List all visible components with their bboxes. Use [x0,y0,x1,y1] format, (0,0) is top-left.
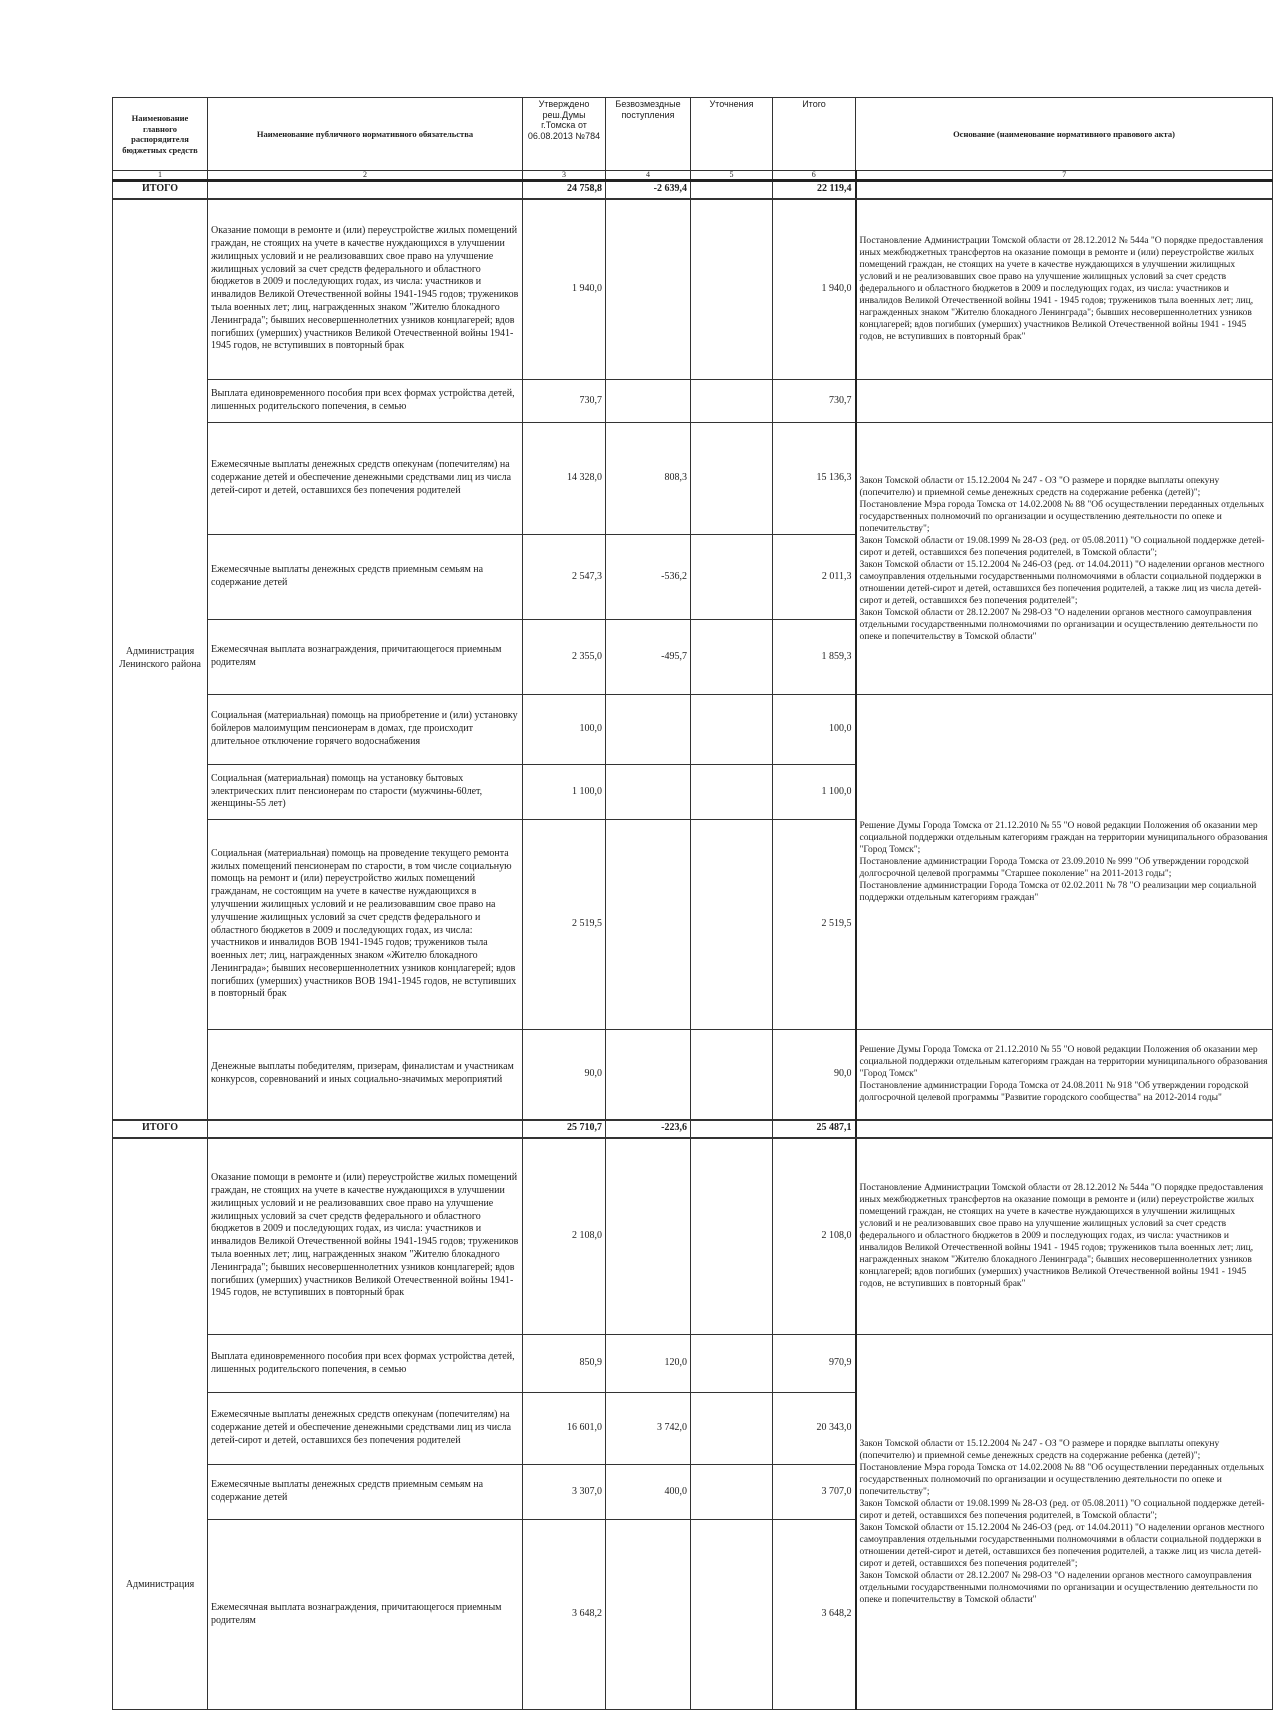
approved-amount: 730,7 [523,380,606,423]
table-row [113,380,1273,423]
total-approved: 24 758,8 [523,181,606,199]
gratuitous-amount: 808,3 [606,423,691,535]
obligation-name: Социальная (материальная) помощь на проведение текущего ремонта жилых помещений пенсионерам по старости, в том числе социальную помощь на ремонт и (или) переустройство жилых помещений гражданам, не состоящим на учете в качестве нуждающихся в улучшении жилищных условий и не реализовавшим свое право на улучшение жилищных условий за счет средств федерального и областного бюджетов в 2009 и последующих годах, из числа: участников и инвалидов ВОВ 1941-1945 годов; тружеников тыла военных лет; лиц, награжденных знаком «Жителю блокадного Ленинграда»; бывших несовершеннолетних узников концлагерей; вдов погибших (умерших) участников ВОВ 1941-1945 годов, не вступивших в повторный брак [208,820,523,1030]
approved-amount: 1 940,0 [523,199,606,380]
approved-amount: 2 108,0 [523,1138,606,1335]
total-gratuitous: -2 639,4 [606,181,691,199]
table-row [113,1335,1273,1393]
gratuitous-amount: 120,0 [606,1335,691,1393]
total-approved: 25 710,7 [523,1120,606,1138]
budget-obligations-table [112,97,1273,1710]
administrator-cell: Администрация [113,1138,208,1710]
gratuitous-amount [606,1520,691,1710]
total-amount: 2 108,0 [773,1138,856,1335]
gratuitous-amount [606,380,691,423]
total-sum: 22 119,4 [773,181,856,199]
approved-amount: 2 519,5 [523,820,606,1030]
approved-amount: 1 100,0 [523,765,606,820]
approved-amount: 2 355,0 [523,620,606,695]
gratuitous-amount [606,765,691,820]
header-basis: Основание (наименование нормативного правового акта) [856,98,1273,171]
table-row [113,1138,1273,1335]
total-amount: 15 136,3 [773,423,856,535]
legal-basis [856,380,1273,423]
refinement-amount [691,1335,773,1393]
total-sum: 25 487,1 [773,1120,856,1138]
total-refinement [691,1120,773,1138]
obligation-name: Ежемесячные выплаты денежных средств опекунам (попечителям) на содержание детей и обеспечение денежными средствами лиц из числа детей-сирот и детей, оставшихся без попечения родителей [208,1393,523,1465]
legal-basis: Решение Думы Города Томска от 21.12.2010 № 55 "О новой редакции Положения об оказании мер социальной поддержки отдельным категориям граждан на территории муниципального образования "Город Томск" Постановление администрации Города Томска от 24.08.2011 № 918 "Об утверждении городской долгосрочной целевой программы "Развитие городского сообщества" на 2012-2014 годы" [856,1030,1273,1120]
refinement-amount [691,1138,773,1335]
gratuitous-amount [606,1138,691,1335]
total-basis-empty [856,181,1273,199]
refinement-amount [691,1030,773,1120]
total-amount: 90,0 [773,1030,856,1120]
total-spacer [208,1120,523,1138]
approved-amount: 14 328,0 [523,423,606,535]
table-row [113,695,1273,765]
total-amount: 1 940,0 [773,199,856,380]
refinement-amount [691,423,773,535]
legal-basis: Постановление Администрации Томской области от 28.12.2012 № 544а "О порядке предоставления иных межбюджетных трансфертов на оказание помощи в ремонте и (или) переустройстве жилых помещений граждан, не стоящих на учете в качестве нуждающихся в улучшении жилищных условий и не реализовавших свое право на улучшение жилищных условий за счет средств федерального и областного бюджетов в 2009 и последующих годах, из числа: участников и инвалидов Великой Отечественной войны 1941 - 1945 годов; тружеников тыла военных лет; лиц, награжденных знаком "Жителю блокадного Ленинграда"; бывших несовершеннолетних узников концлагерей; вдов погибших (умерших) участников Великой Отечественной войны 1941 - 1945 годов, не вступивших в повторный брак" [856,1138,1273,1335]
obligation-name: Выплата единовременного пособия при всех формах устройства детей, лишенных родительского попечения, в семью [208,1335,523,1393]
approved-amount: 16 601,0 [523,1393,606,1465]
total-amount: 730,7 [773,380,856,423]
obligation-name: Выплата единовременного пособия при всех формах устройства детей, лишенных родительского попечения, в семью [208,380,523,423]
approved-amount: 3 307,0 [523,1465,606,1520]
obligation-name: Денежные выплаты победителям, призерам, финалистам и участникам конкурсов, соревнований и иных социально-значимых мероприятий [208,1030,523,1120]
table-row [113,423,1273,535]
column-number: 2 [208,171,523,181]
column-number: 5 [691,171,773,181]
table-row [113,1030,1273,1120]
total-row [113,181,1273,199]
column-number: 6 [773,171,856,181]
total-amount: 3 648,2 [773,1520,856,1710]
gratuitous-amount: 400,0 [606,1465,691,1520]
obligation-name: Ежемесячные выплаты денежных средств приемным семьям на содержание детей [208,535,523,620]
gratuitous-amount: -495,7 [606,620,691,695]
total-amount: 1 100,0 [773,765,856,820]
legal-basis: Закон Томской области от 15.12.2004 № 247 - ОЗ "О размере и порядке выплаты опекуну (попечителю) и приемной семье денежных средств на содержание ребенка (детей)"; Постановление Мэра города Томска от 14.02.2008 № 88 "Об осуществлении переданных отдельных государственных полномочий по организации и осуществлению деятельности по опеке и попечительству"; Закон Томской области от 19.08.1999 № 28-ОЗ (ред. от 05.08.2011) "О социальной поддержке детей-сирот и детей, оставшихся без попечения родителей, в Томской области"; Закон Томской области от 15.12.2004 № 246-ОЗ (ред. от 14.04.2011) "О наделении органов местного самоуправления отдельными государственными полномочиями в области социальной поддержки в отношении детей-сирот и детей, оставшихся без попечения родителей, а также лиц из числа детей-сирот и детей, оставшихся без попечения родителей"; Закон Томской области от 28.12.2007 № 298-ОЗ "О наделении органов местного самоуправления отдельными государственными полномочиями по организации и осуществлению деятельности по опеке и попечительству в Томской области" [856,423,1273,695]
refinement-amount [691,820,773,1030]
header-obligation: Наименование публичного нормативного обязательства [208,98,523,171]
header-total: Итого [773,98,856,171]
approved-amount: 100,0 [523,695,606,765]
total-amount: 100,0 [773,695,856,765]
total-row [113,1120,1273,1138]
total-amount: 20 343,0 [773,1393,856,1465]
refinement-amount [691,765,773,820]
total-label: ИТОГО [113,181,208,199]
obligation-name: Ежемесячные выплаты денежных средств приемным семьям на содержание детей [208,1465,523,1520]
obligation-name: Ежемесячные выплаты денежных средств опекунам (попечителям) на содержание детей и обеспечение денежными средствами лиц из числа детей-сирот и детей, оставшихся без попечения родителей [208,423,523,535]
legal-basis: Решение Думы Города Томска от 21.12.2010 № 55 "О новой редакции Положения об оказании мер социальной поддержки отдельным категориям граждан на территории муниципального образования "Город Томск"; Постановление администрации Города Томска от 23.09.2010 № 999 "Об утверждении городской долгосрочной целевой программы "Старшее поколение" на 2011-2013 годы"; Постановление администрации Города Томска от 02.02.2011 № 78 "О реализации мер социальной поддержки отдельным категориям граждан" [856,695,1273,1030]
column-number: 1 [113,171,208,181]
gratuitous-amount: -536,2 [606,535,691,620]
total-amount: 2 011,3 [773,535,856,620]
refinement-amount [691,1465,773,1520]
legal-basis: Постановление Администрации Томской области от 28.12.2012 № 544а "О порядке предоставления иных межбюджетных трансфертов на оказание помощи в ремонте и (или) переустройстве жилых помещений граждан, не стоящих на учете в качестве нуждающихся в улучшении жилищных условий и не реализовавших свое право на улучшение жилищных условий за счет средств федерального и областного бюджетов в 2009 и последующих годах, из числа: участников и инвалидов Великой Отечественной войны 1941 - 1945 годов; тружеников тыла военных лет; лиц, награжденных знаком "Жителю блокадного Ленинграда"; бывших несовершеннолетних узников концлагерей; вдов погибших (умерших) участников Великой Отечественной войны 1941 - 1945 годов, не вступивших в повторный брак" [856,199,1273,380]
total-basis-empty [856,1120,1273,1138]
header-administrator: Наименование главного распорядителя бюджетных средств [113,98,208,171]
gratuitous-amount [606,199,691,380]
header-gratuitous: Безвозмездные поступления [606,98,691,171]
refinement-amount [691,535,773,620]
refinement-amount [691,380,773,423]
gratuitous-amount [606,695,691,765]
total-amount: 3 707,0 [773,1465,856,1520]
obligation-name: Оказание помощи в ремонте и (или) переустройстве жилых помещений граждан, не стоящих на учете в качестве нуждающихся в улучшении жилищных условий и не реализовавших свое право на улучшение жилищных условий за счет средств федерального и областного бюджетов в 2009 и последующих годах, из числа: участников и инвалидов Великой Отечественной войны 1941-1945 годов; тружеников тыла военных лет; лиц, награжденных знаком "Жителю блокадного Ленинграда"; бывших несовершеннолетних узников концлагерей; вдов погибших (умерших) участников Великой Отечественной войны 1941-1945 годов, не вступивших в повторный брак [208,199,523,380]
total-amount: 2 519,5 [773,820,856,1030]
column-number: 3 [523,171,606,181]
legal-basis: Закон Томской области от 15.12.2004 № 247 - ОЗ "О размере и порядке выплаты опекуну (попечителю) и приемной семье денежных средств на содержание ребенка (детей)"; Постановление Мэра города Томска от 14.02.2008 № 88 "Об осуществлении переданных отдельных государственных полномочий по организации и осуществлению деятельности по опеке и попечительству"; Закон Томской области от 19.08.1999 № 28-ОЗ (ред. от 05.08.2011) "О социальной поддержке детей-сирот и детей, оставшихся без попечения родителей, в Томской области"; Закон Томской области от 15.12.2004 № 246-ОЗ (ред. от 14.04.2011) "О наделении органов местного самоуправления отдельными государственными полномочиями в области социальной поддержки в отношении детей-сирот и детей, оставшихся без попечения родителей, а также лиц из числа детей-сирот и детей, оставшихся без попечения родителей"; Закон Томской области от 28.12.2007 № 298-ОЗ "О наделении органов местного самоуправления отдельными государственными полномочиями по организации и осуществлению деятельности по опеке и попечительству в Томской области" [856,1335,1273,1710]
refinement-amount [691,620,773,695]
gratuitous-amount: 3 742,0 [606,1393,691,1465]
total-gratuitous: -223,6 [606,1120,691,1138]
total-amount: 1 859,3 [773,620,856,695]
table-row [113,199,1273,380]
approved-amount: 850,9 [523,1335,606,1393]
total-label: ИТОГО [113,1120,208,1138]
column-number: 7 [856,171,1273,181]
obligation-name: Социальная (материальная) помощь на приобретение и (или) установку бойлеров малоимущим пенсионерам в домах, где происходит длительное отключение горячего водоснабжения [208,695,523,765]
header-approved: Утверждено реш.Думы г.Томска от 06.08.2013 №784 [523,98,606,171]
total-amount: 970,9 [773,1335,856,1393]
approved-amount: 3 648,2 [523,1520,606,1710]
total-spacer [208,181,523,199]
obligation-name: Социальная (материальная) помощь на установку бытовых электрических плит пенсионерам по старости (мужчины-60лет, женщины-55 лет) [208,765,523,820]
header-refinement: Уточнения [691,98,773,171]
approved-amount: 2 547,3 [523,535,606,620]
obligation-name: Ежемесячная выплата вознаграждения, причитающегося приемным родителям [208,620,523,695]
refinement-amount [691,1520,773,1710]
refinement-amount [691,199,773,380]
refinement-amount [691,695,773,765]
obligation-name: Ежемесячная выплата вознаграждения, причитающегося приемным родителям [208,1520,523,1710]
column-number: 4 [606,171,691,181]
refinement-amount [691,1393,773,1465]
obligation-name: Оказание помощи в ремонте и (или) переустройстве жилых помещений граждан, не стоящих на учете в качестве нуждающихся в улучшении жилищных условий и не реализовавших свое право на улучшение жилищных условий за счет средств федерального и областного бюджетов в 2009 и последующих годах, из числа: участников и инвалидов Великой Отечественной войны 1941-1945 годов; тружеников тыла военных лет; лиц, награжденных знаком "Жителю блокадного Ленинграда"; бывших несовершеннолетних узников концлагерей; вдов погибших (умерших) участников Великой Отечественной войны 1941-1945 годов, не вступивших в повторный брак [208,1138,523,1335]
administrator-cell: Администрация Ленинского района [113,199,208,1120]
approved-amount: 90,0 [523,1030,606,1120]
gratuitous-amount [606,1030,691,1120]
total-refinement [691,181,773,199]
gratuitous-amount [606,820,691,1030]
